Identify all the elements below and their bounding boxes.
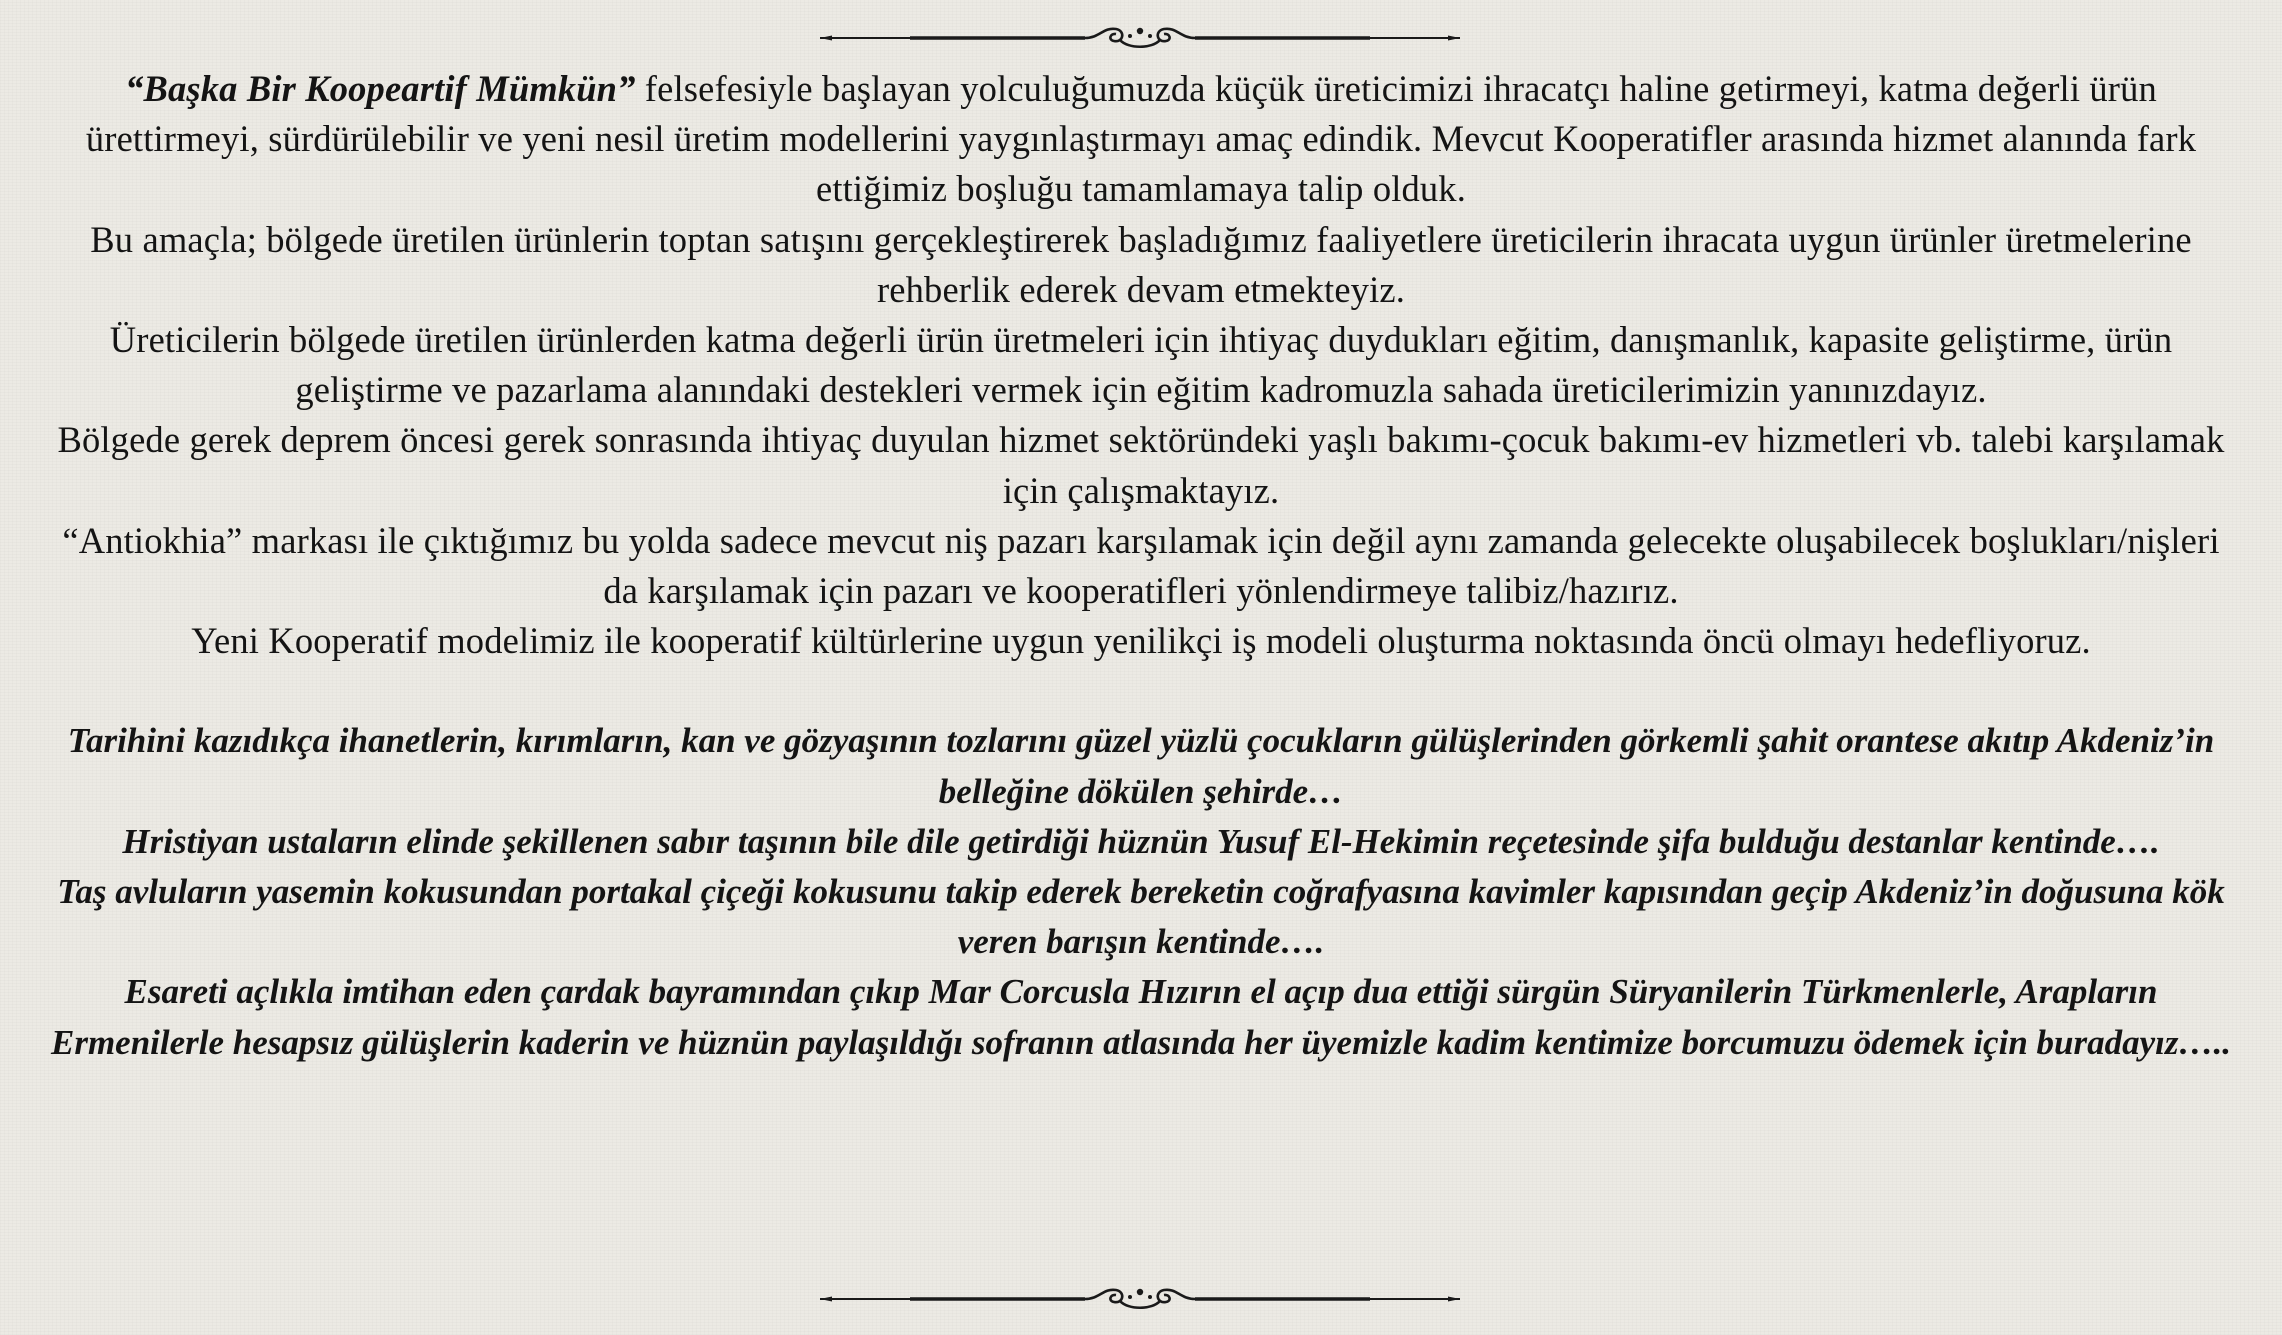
top-ornament	[820, 18, 1460, 58]
paragraph-business-model: Yeni Kooperatif modelimiz ile kooperatif kültürlerine uygun yenilikçi iş modeli oluşturma noktasında öncü olmayı hedefliyoruz.	[191, 620, 2091, 662]
section-spacer	[50, 666, 2232, 716]
poem-stanza: Tarihini kazıdıkça ihanetlerin, kırımların, kan ve gözyaşının tozlarını güzel yüzlü çocukların gülüşlerinden görkemli şahit orantese akıtıp Akdeniz’in belleğine dökülen şehirde…	[67, 721, 2215, 811]
paragraph-care-services: Bölgede gerek deprem öncesi gerek sonrasında ihtiyaç duyulan hizmet sektöründeki yaşlı bakımı-çocuk bakımı-ev hizmetleri vb. talebi karşılamak için çalışmaktayız.	[57, 419, 2225, 511]
intro-paragraph	[50, 64, 2232, 215]
scroll-flourish-icon	[820, 1279, 1460, 1319]
scroll-flourish-icon	[820, 18, 1460, 58]
main-text	[50, 64, 2232, 1068]
poem-stanza: Taş avluların yasemin kokusundan portakal çiçeği kokusunu takip ederek bereketin coğrafyasına kavimler kapısından geçip Akdeniz’in doğusuna kök veren barışın kentinde….	[57, 872, 2225, 962]
intro-paragraph-rest: felsefesiyle başlayan yolculuğumuzda küçük üreticimizi ihracatçı haline getirmeyi, katma değerli ürün ürettirmeyi, sürdürülebilir ve yeni nesil üretim modellerini yaygınlaştırmayı amaç edindik. Mevcut Kooperatifler arasında hizmet alanında fark ettiğimiz boşluğu tamamlamaya talip olduk.	[85, 68, 2197, 210]
paragraph-wholesale: Bu amaçla; bölgede üretilen ürünlerin toptan satışını gerçekleştirerek başladığımız faaliyetlere üreticilerin ihracata uygun ürünler üretmelerine rehberlik ederek devam etmekteyiz.	[90, 218, 2192, 310]
paragraph-training: Üreticilerin bölgede üretilen ürünlerden katma değerli ürün üretmeleri için ihtiyaç duydukları eğitim, danışmanlık, kapasite geliştirme, ürün geliştirme ve pazarlama alanındaki destekleri vermek için eğitim kadromuzla sahada üreticilerimizin yanınızdayız.	[109, 319, 2173, 411]
poem-stanza: Hristiyan ustaların elinde şekillenen sabır taşının bile dile getirdiği hüznün Yusuf El-Hekimin reçetesinde şifa bulduğu destanlar kentinde….	[122, 821, 2160, 861]
paragraph-antiokhia-brand: “Antiokhia” markası ile çıktığımız bu yolda sadece mevcut niş pazarı karşılamak için değil aynı zamanda gelecekte oluşabilecek boşlukları/nişleri da karşılamak için pazarı ve kooperatifleri yönlendirmeye talibiz/hazırız.	[62, 519, 2220, 612]
cooperative-motto: “Başka Bir Koopeartif Mümkün”	[125, 68, 636, 109]
poem-stanza: Esareti açlıkla imtihan eden çardak bayramından çıkıp Mar Corcusla Hızırın el açıp dua ettiği sürgün Süryanilerin Türkmenlerle, Arapların Ermenilerle hesapsız gülüşlerin kaderin ve hüznün paylaşıldığı sofranın atlasında her üyemizle kadim kentimize borcumuzu ödemek için buradayız…..	[50, 972, 2231, 1062]
bottom-ornament	[820, 1279, 1460, 1319]
